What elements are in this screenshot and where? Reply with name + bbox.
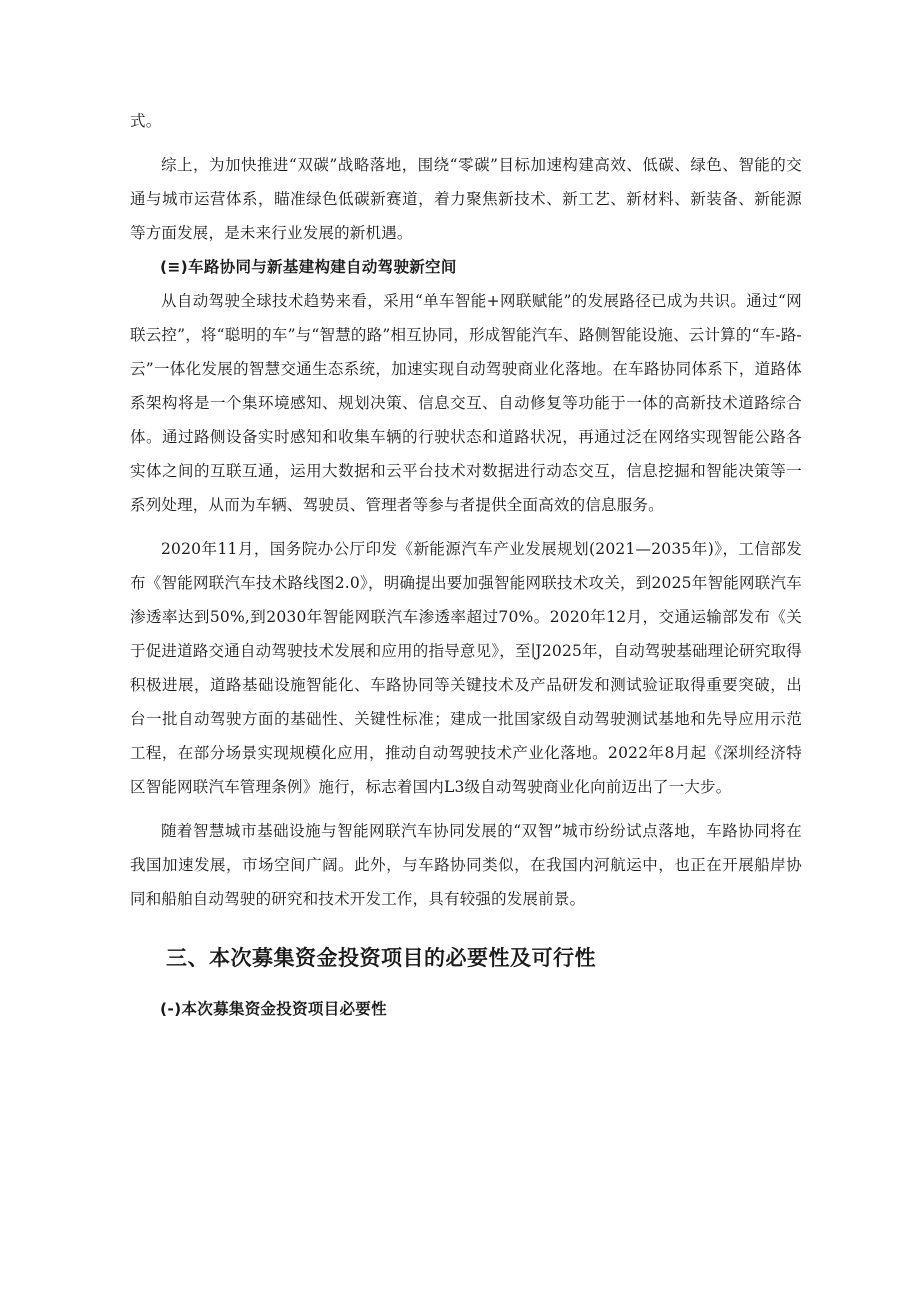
paragraph-policy-timeline: 2020年11月，国务院办公厅印发《新能源汽车产业发展规划(2021—2035年)》，工信部发布《智能网联汽车技术路线图2.0》，明确提出要加强智能网联技术攻关，到2025年智能网联汽车渗透率达到50%,到2030年智能网联汽车渗透率超过70%。2020年12月，交通运输部发布《关于促进道路交通自动驾驶技术发展和应用的指导意见》，至∣J2025年，自动驾驶基础理论研究取得积极进展，道路基础设施智能化、车路协同等关键技术及产品研发和测试验证取得重要突破，出台一批自动驾驶方面的基础性、关键性标准；建成一批国家级自动驾驶测试基地和先导应用示范工程，在部分场景实现规模化应用，推动自动驾驶技术产业化落地。2022年8月起《深圳经济特区智能网联汽车管理条例》施行，标志着国内L3级自动驾驶商业化向前迈出了一大步。 — [130, 540, 802, 796]
paragraph-dual-carbon-summary: 综上，为加快推进“双碳”战略落地，围绕“零碳”目标加速构建高效、低碳、绿色、智能的交通与城市运营体系，瞄准绿色低碳新赛道，着力聚焦新技术、新工艺、新材料、新装备、新能源等方面发展，是未来行业发展的新机遇。 — [130, 156, 802, 242]
paragraph-continuation: 式。 — [130, 112, 162, 130]
section-title: 三、本次募集资金投资项目的必要性及可行性 — [166, 946, 596, 970]
subheading-vehicle-road-coordination: (≡)车路协同与新基建构建自动驾驶新空间 — [160, 258, 457, 276]
paragraph-autonomous-driving-trend: 从自动驾驶全球技术趋势来看，采用“单车智能+网联赋能”的发展路径已成为共识。通过“网联云控”，将“聪明的车”与“智慧的路”相互协同，形成智能汽车、路侧智能设施、云计算的“车-路-云”一体化发展的智慧交通生态系统，加速实现自动驾驶商业化落地。在车路协同体系下，道路体系架构将是一个集环境感知、规划决策、信息交互、自动修复等功能于一体的高新技术道路综合体。通过路侧设备实时感知和收集车辆的行驶状态和道路状况，再通过泛在网络实现智能公路各实体之间的互联互通，运用大数据和云平台技术对数据进行动态交互，信息挖掘和智能决策等一系列处理，从而为车辆、驾驶员、管理者等参与者提供全面高效的信息服务。 — [130, 292, 802, 514]
paragraph-smart-city-outlook: 随着智慧城市基础设施与智能网联汽车协同发展的“双智”城市纷纷试点落地，车路协同将在我国加速发展，市场空间广阔。此外，与车路协同类似，在我国内河航运中，也正在开展船岸协同和船舶自动驾驶的研究和技术开发工作，具有较强的发展前景。 — [130, 822, 802, 908]
section-subtitle: (-)本次募集资金投资项目必要性 — [160, 1000, 387, 1018]
document-page — [130, 104, 802, 1026]
